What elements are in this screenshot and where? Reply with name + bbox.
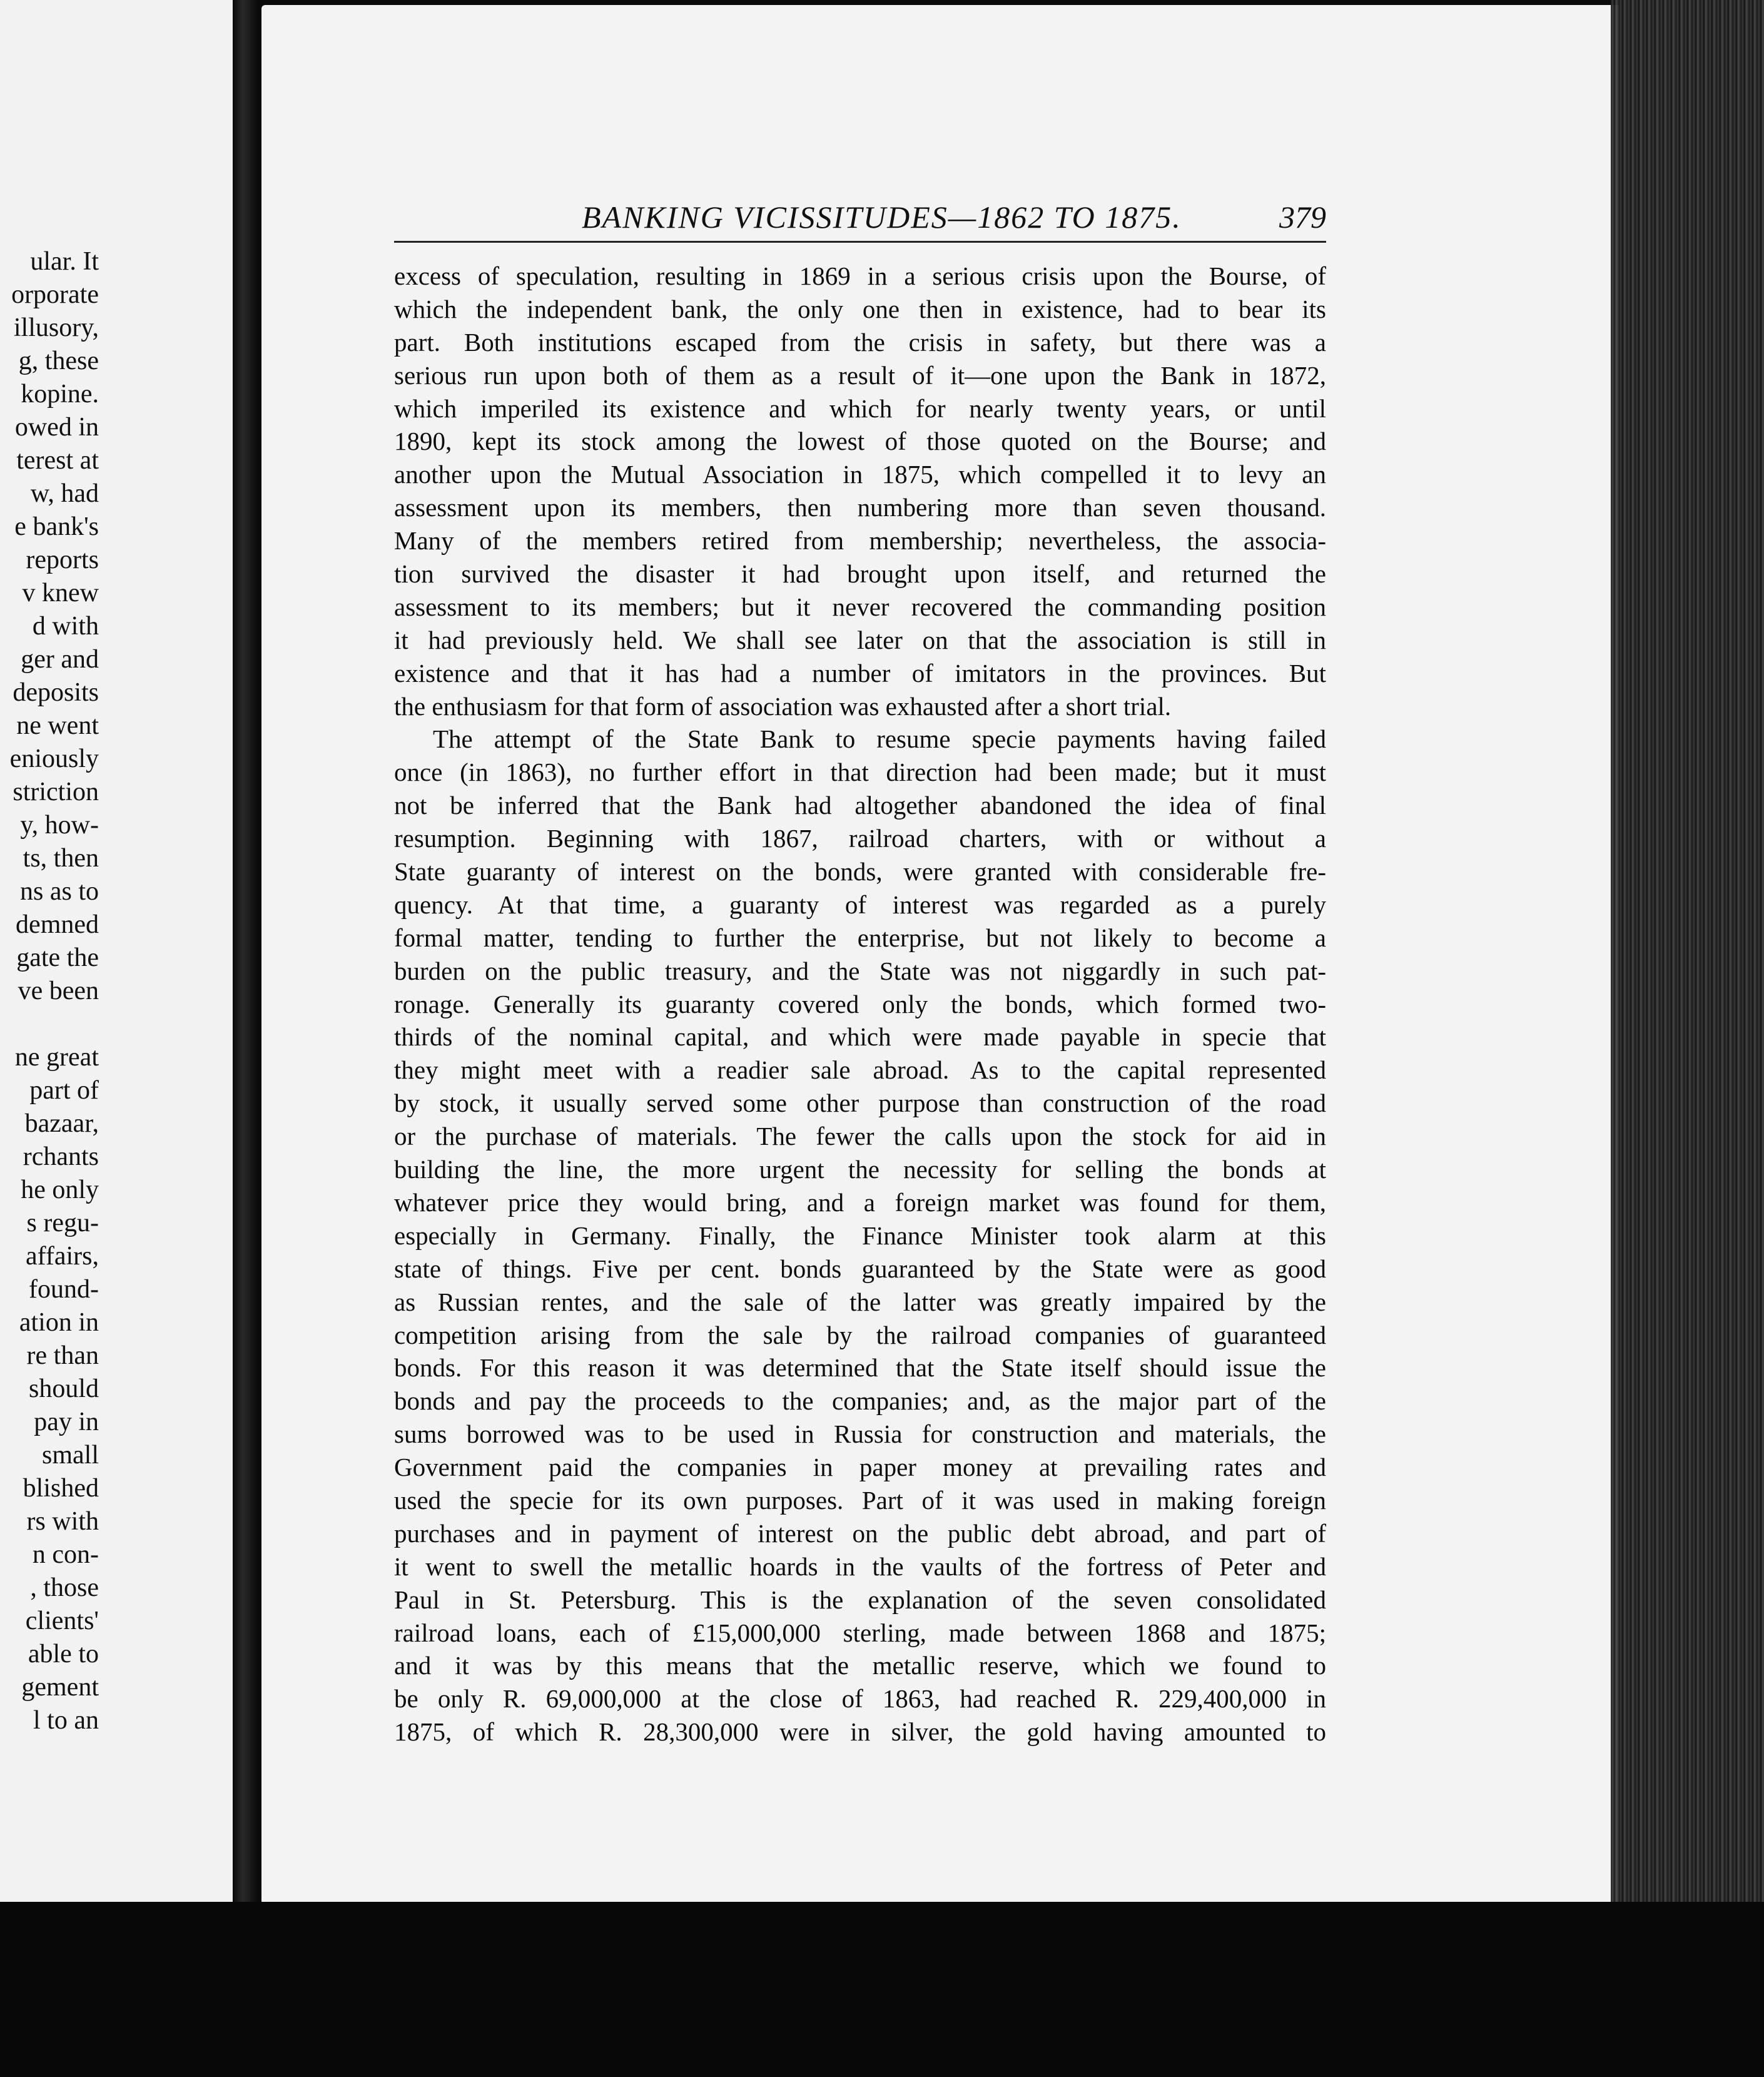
left-fragment-line	[0, 1008, 99, 1041]
left-page-text-fragments	[0, 245, 99, 1737]
text-line: whatever price they would bring, and a foreign market was found for them,	[394, 1187, 1326, 1217]
left-fragment-line: ts, then	[23, 844, 99, 873]
left-fragment-line: g, these	[18, 347, 99, 375]
left-fragment-line: pay in	[34, 1408, 99, 1436]
text-line: building the line, the more urgent the necessity for selling the bonds at	[394, 1155, 1326, 1184]
text-line: bonds and pay the proceeds to the companies; and, as the major part of the	[394, 1386, 1326, 1416]
left-fragment-line: found-	[29, 1275, 99, 1304]
left-fragment-line: he only	[21, 1176, 99, 1204]
text-line: tion survived the disaster it had brought upon itself, and returned the	[394, 559, 1326, 589]
running-title: BANKING VICISSITUDES—1862 TO 1875.	[582, 200, 1182, 235]
left-fragment-line: rchants	[23, 1142, 99, 1171]
header-rule	[394, 241, 1326, 243]
left-fragment-line: demned	[16, 910, 99, 939]
left-fragment-line: able to	[28, 1640, 99, 1668]
left-fragment-line: eniously	[9, 744, 99, 773]
text-line: ronage. Generally its guaranty covered only the bonds, which formed two-	[394, 989, 1326, 1018]
text-line: thirds of the nominal capital, and which were made payable in specie that	[394, 1022, 1326, 1052]
left-fragment-line: ve been	[18, 977, 99, 1005]
text-line: it went to swell the metallic hoards in the vaults of the fortress of Peter and	[394, 1551, 1326, 1581]
left-fragment-line: , those	[30, 1573, 99, 1602]
left-fragment-line: rs with	[26, 1507, 99, 1536]
text-line: especially in Germany. Finally, the Finance Minister took alarm at this	[394, 1221, 1326, 1250]
left-fragment-line: orporate	[11, 280, 99, 309]
left-fragment-line: n con-	[32, 1540, 99, 1569]
text-line: resumption. Beginning with 1867, railroad charters, with or without a	[394, 824, 1326, 853]
page-number: 379	[1279, 200, 1326, 235]
left-fragment-line: striction	[13, 778, 99, 806]
running-head	[394, 199, 1326, 243]
left-fragment-line: bazaar,	[24, 1109, 99, 1138]
left-facing-page	[0, 0, 243, 1902]
left-fragment-line: illusory,	[13, 313, 99, 342]
left-fragment-line: s regu-	[26, 1209, 99, 1237]
left-fragment-line: gate the	[16, 943, 99, 972]
text-line: state of things. Five per cent. bonds guaranteed by the State were as good	[394, 1254, 1326, 1283]
text-line: 1875, of which R. 28,300,000 were in silver, the gold having amounted to	[394, 1717, 1326, 1747]
left-fragment-line: re than	[26, 1341, 99, 1370]
text-line: competition arising from the sale by the railroad companies of guaranteed	[394, 1320, 1326, 1349]
text-line: used the specie for its own purposes. Part of it was used in making foreign	[394, 1485, 1326, 1515]
text-line: they might meet with a readier sale abroad. As to the capital represented	[394, 1055, 1326, 1085]
text-line: it had previously held. We shall see later on that the association is still in	[394, 625, 1326, 654]
left-fragment-line: w, had	[30, 479, 99, 508]
left-fragment-line: owed in	[14, 413, 99, 442]
text-line: not be inferred that the Bank had altogether abandoned the idea of final	[394, 791, 1326, 820]
text-line: which the independent bank, the only one then in existence, had to bear its	[394, 294, 1326, 323]
text-line: excess of speculation, resulting in 1869 in a serious crisis upon the Bourse, of	[394, 262, 1326, 290]
text-line: railroad loans, each of £15,000,000 sterling, made between 1868 and 1875;	[394, 1618, 1326, 1647]
scan-background	[0, 1902, 1764, 2077]
text-line: bonds. For this reason it was determined that the State itself should issue the	[394, 1353, 1326, 1383]
text-line: by stock, it usually served some other purpose than construction of the road	[394, 1089, 1326, 1118]
left-fragment-line: blished	[23, 1474, 99, 1503]
text-line: sums borrowed was to be used in Russia for construction and materials, the	[394, 1419, 1326, 1449]
text-line: State guaranty of interest on the bonds, were granted with considerable fre-	[394, 857, 1326, 886]
text-line: serious run upon both of them as a result of it—one upon the Bank in 1872,	[394, 360, 1326, 390]
page-edges	[1611, 0, 1764, 1952]
text-line: part. Both institutions escaped from the crisis in safety, but there was a	[394, 327, 1326, 357]
text-line: another upon the Mutual Association in 1875, which compelled it to levy an	[394, 460, 1326, 489]
text-line: burden on the public treasury, and the State was not niggardly in such pat-	[394, 956, 1326, 985]
text-line: Government paid the companies in paper money at prevailing rates and	[394, 1453, 1326, 1482]
left-fragment-line: l to an	[33, 1706, 99, 1735]
text-line: once (in 1863), no further effort in that direction had been made; but it must	[394, 758, 1326, 787]
text-line: which imperiled its existence and which for nearly twenty years, or until	[394, 394, 1326, 423]
left-fragment-line: part of	[29, 1076, 99, 1105]
text-line: quency. At that time, a guaranty of interest was regarded as a purely	[394, 890, 1326, 919]
left-fragment-line: affairs,	[26, 1242, 99, 1271]
left-fragment-line: should	[28, 1374, 99, 1403]
text-line: be only R. 69,000,000 at the close of 1863, had reached R. 229,400,000 in	[394, 1684, 1326, 1714]
left-fragment-line: ns as to	[20, 877, 99, 906]
text-line: Paul in St. Petersburg. This is the explanation of the seven consolidated	[394, 1585, 1326, 1614]
text-line: Many of the members retired from membership; nevertheless, the associa-	[394, 526, 1326, 556]
left-fragment-line: reports	[26, 546, 99, 574]
text-line: and it was by this means that the metallic reserve, which we found to	[394, 1651, 1326, 1680]
left-fragment-line: gement	[21, 1673, 99, 1702]
left-fragment-line: v knew	[22, 579, 99, 607]
left-fragment-line: small	[42, 1441, 99, 1470]
text-line: formal matter, tending to further the enterprise, but not likely to become a	[394, 923, 1326, 952]
left-fragment-line: ation in	[19, 1308, 99, 1337]
left-fragment-line: ne went	[16, 711, 99, 740]
text-line: 1890, kept its stock among the lowest of those quoted on the Bourse; and	[394, 427, 1326, 456]
left-fragment-line: clients'	[25, 1607, 99, 1635]
body-text	[394, 260, 1326, 1749]
book-gutter	[233, 0, 258, 1902]
text-line: assessment upon its members, then numbering more than seven thousand.	[394, 493, 1326, 522]
left-fragment-line: terest at	[16, 446, 99, 475]
text-line: existence and that it has had a number of imitators in the provinces. But	[394, 658, 1326, 688]
text-line: purchases and in payment of interest on the public debt abroad, and part of	[394, 1518, 1326, 1548]
left-fragment-line: d with	[32, 612, 99, 641]
left-fragment-line: kopine.	[21, 380, 99, 409]
left-fragment-line: ger and	[21, 645, 99, 674]
text-line: or the purchase of materials. The fewer the calls upon the stock for aid in	[394, 1122, 1326, 1151]
text-line: The attempt of the State Bank to resume specie payments having failed	[433, 724, 1326, 754]
left-fragment-line: ular. It	[30, 247, 99, 276]
text-line: assessment to its members; but it never recovered the commanding position	[394, 592, 1326, 621]
left-fragment-line: ne great	[14, 1043, 99, 1072]
left-fragment-line: y, how-	[20, 811, 99, 840]
text-line: as Russian rentes, and the sale of the latter was greatly impaired by the	[394, 1287, 1326, 1316]
text-line: the enthusiasm for that form of association was exhausted after a short trial.	[394, 691, 1172, 721]
left-fragment-line: deposits	[13, 678, 99, 707]
left-fragment-line: e bank's	[14, 512, 99, 541]
